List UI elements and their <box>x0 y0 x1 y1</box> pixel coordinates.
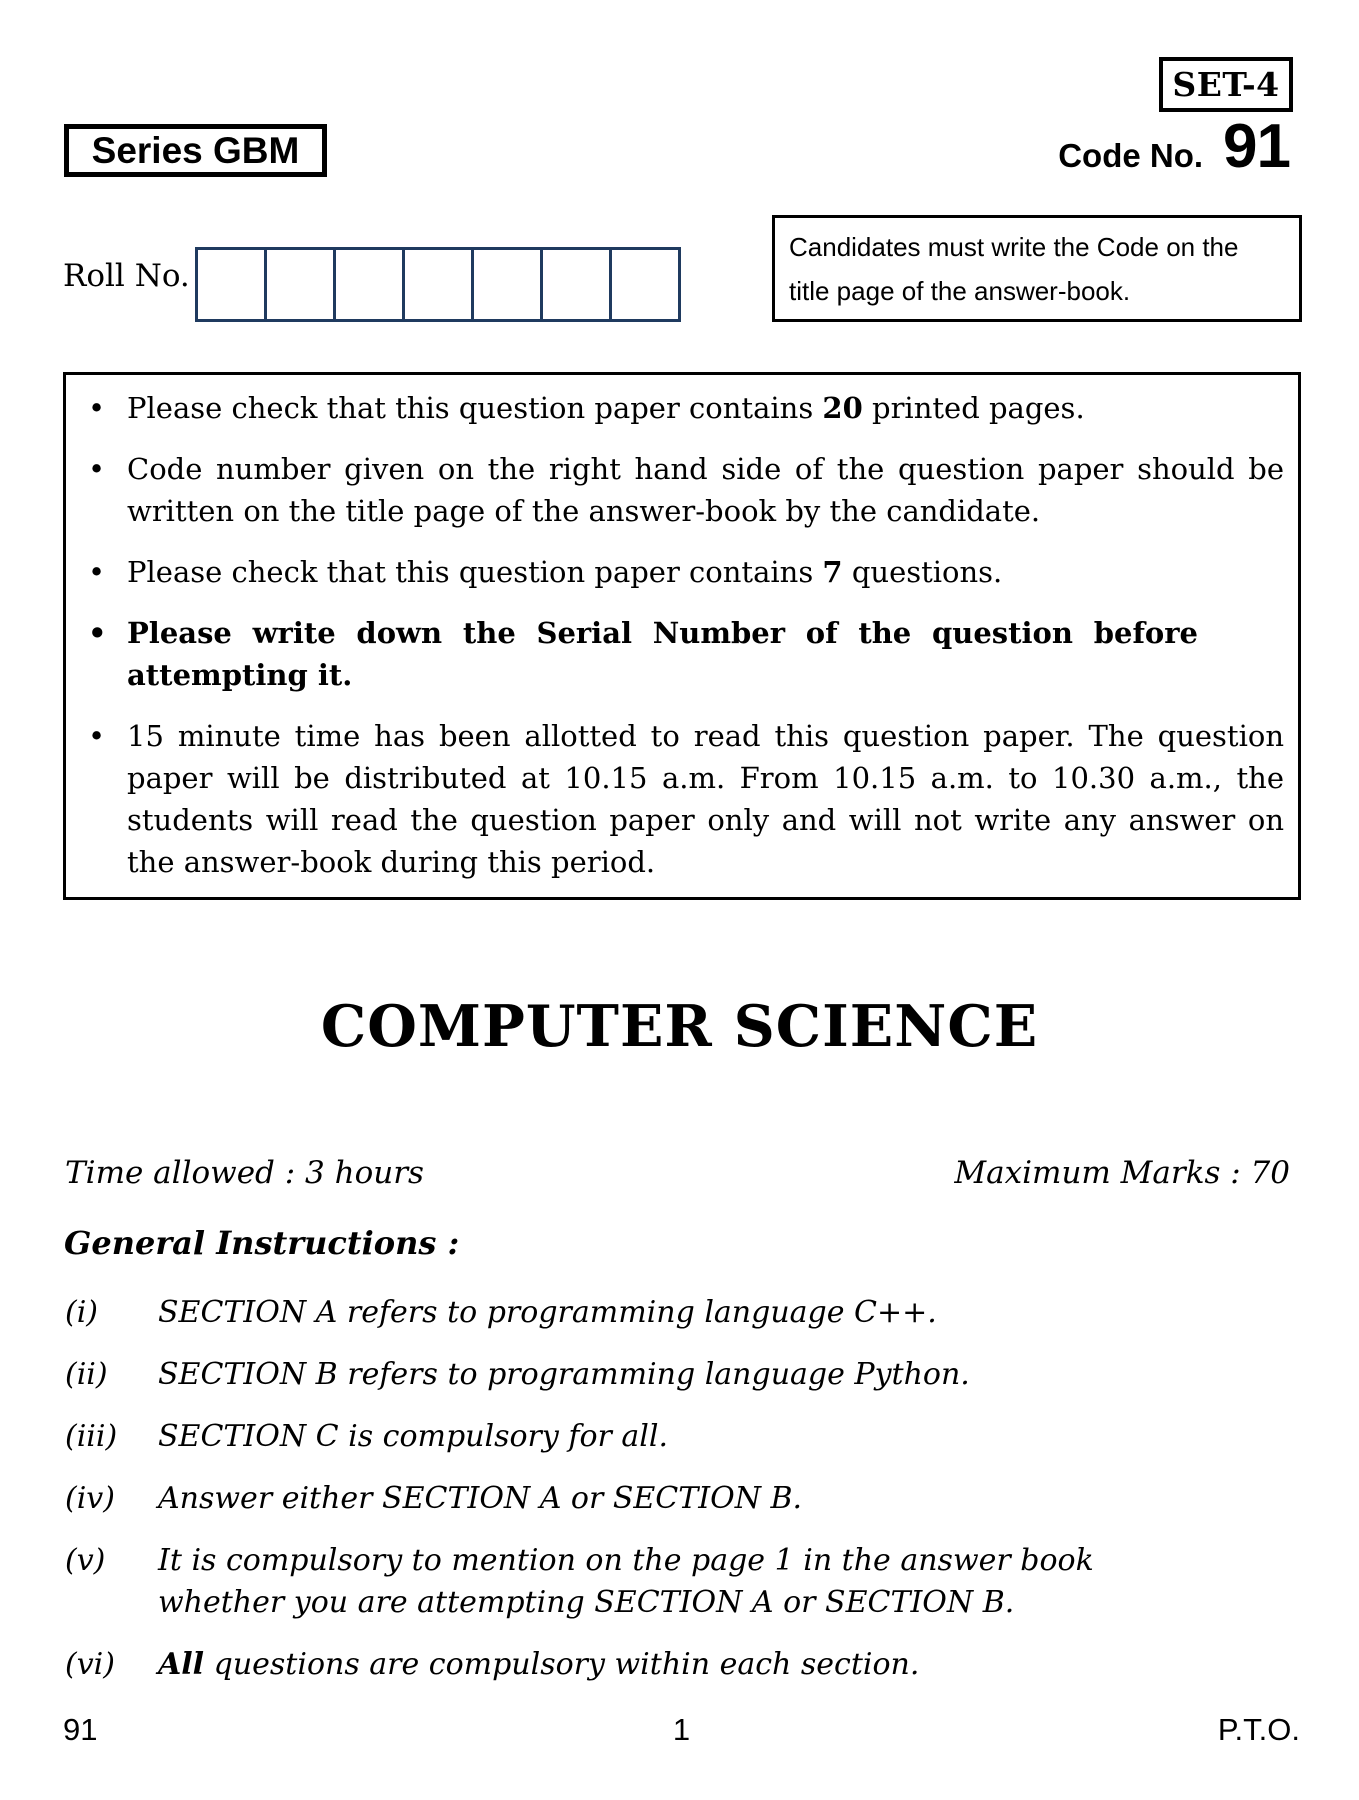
footer-code-number: 91 <box>63 1712 98 1747</box>
roll-box[interactable] <box>195 247 267 322</box>
list-item-number: (ii) <box>65 1357 108 1392</box>
footer-pto-label: P.T.O. <box>1217 1712 1300 1747</box>
notice-text-pre: 15 minute time has been allotted to read this question paper. The question paper will be distributed at 10.15 a.m. From 10.15 a.m. to 10.30 a.m., the students will read the question paper only and will not write any answer on the answer-book during this period. <box>127 719 1284 879</box>
notice-text-pre: Please check that this question paper contains <box>127 391 823 425</box>
list-item-text-body: SECTION B refers to programming language Python. <box>158 1357 970 1392</box>
notice-text-pre: Please write down the Serial Number of the question before attempting it. <box>127 616 1198 692</box>
roll-box[interactable] <box>471 247 543 322</box>
list-item-text <box>158 1354 1118 1396</box>
list-item-text-body: Answer either SECTION A or SECTION B. <box>158 1481 803 1516</box>
list-item-text <box>158 1644 1118 1686</box>
list-item-number: (iii) <box>65 1419 118 1454</box>
list-item-text <box>158 1416 1118 1458</box>
list-item-text <box>158 1292 1118 1334</box>
footer-page-number: 1 <box>672 1712 691 1747</box>
roll-box[interactable] <box>540 247 612 322</box>
general-instructions-list <box>65 1292 1245 1706</box>
page-title: COMPUTER SCIENCE <box>320 993 1039 1060</box>
code-number-line <box>1058 112 1290 181</box>
notice-text-pre: Code number given on the right hand side of the question paper should be written on the title page of the answer-book by the candidate. <box>127 452 1284 528</box>
notice-text <box>127 715 1298 883</box>
list-item-number: (vi) <box>65 1647 115 1682</box>
notice-item <box>66 715 1298 883</box>
notice-item <box>66 612 1298 696</box>
notice-text <box>127 387 1298 429</box>
roll-box[interactable] <box>264 247 336 322</box>
exam-meta-row <box>65 1152 1290 1195</box>
candidates-note-box <box>772 215 1302 322</box>
code-number-label: Code No. <box>1058 137 1204 174</box>
notice-text <box>127 612 1298 696</box>
candidates-note-line1: Candidates must write the Code on the <box>789 232 1239 262</box>
list-item-text-body: It is compulsory to mention on the page 1 in the answer book whether you are attempting SECTION A or SECTION B. <box>158 1543 1094 1620</box>
bullet-icon: • <box>88 452 106 486</box>
maximum-marks-label: Maximum Marks : 70 <box>954 1155 1290 1191</box>
bullet-icon: • <box>88 616 107 650</box>
list-item-text-body: SECTION C is compulsory for all. <box>158 1419 669 1454</box>
set-number-label: SET-4 <box>1172 65 1280 104</box>
notice-text-post: printed pages. <box>862 391 1085 425</box>
notice-item <box>66 448 1298 532</box>
candidates-note-line2: title page of the answer-book. <box>789 276 1131 306</box>
list-item <box>65 1354 1245 1396</box>
notice-text-strong: 7 <box>822 555 843 589</box>
list-item-text-body: questions are compulsory within each section. <box>204 1647 920 1682</box>
code-number-value: 91 <box>1223 112 1290 181</box>
notice-text <box>127 551 1298 593</box>
list-item <box>65 1292 1245 1334</box>
list-item-number: (v) <box>65 1543 106 1578</box>
list-item <box>65 1478 1245 1520</box>
list-item <box>65 1644 1245 1686</box>
notice-text <box>127 448 1298 532</box>
roll-number-label: Roll No. <box>63 258 190 294</box>
list-item-number: (i) <box>65 1295 99 1330</box>
bullet-icon: • <box>88 719 106 753</box>
page-footer <box>63 1712 1300 1748</box>
notice-text-pre: Please check that this question paper contains <box>127 555 823 589</box>
bullet-icon: • <box>88 391 106 425</box>
roll-box[interactable] <box>609 247 681 322</box>
notice-text-strong: 20 <box>822 391 863 425</box>
time-allowed-label: Time allowed : 3 hours <box>65 1155 424 1191</box>
roll-number-boxes <box>195 247 681 322</box>
series-label: Series GBM <box>91 129 300 171</box>
list-item-text <box>158 1478 1118 1520</box>
list-item-text <box>158 1540 1118 1624</box>
exam-notices-box <box>63 372 1301 900</box>
list-item-number: (iv) <box>65 1481 115 1516</box>
list-item-text-bold: All <box>158 1647 205 1682</box>
set-number-box <box>1159 57 1293 112</box>
list-item <box>65 1540 1245 1624</box>
series-box <box>64 124 327 177</box>
roll-box[interactable] <box>333 247 405 322</box>
bullet-icon: • <box>88 555 106 589</box>
list-item <box>65 1416 1245 1458</box>
general-instructions-heading: General Instructions : <box>64 1224 460 1262</box>
roll-box[interactable] <box>402 247 474 322</box>
notice-text-post: questions. <box>842 555 1003 589</box>
notice-item <box>66 387 1298 429</box>
notice-item <box>66 551 1298 593</box>
list-item-text-body: SECTION A refers to programming language C++. <box>158 1295 937 1330</box>
